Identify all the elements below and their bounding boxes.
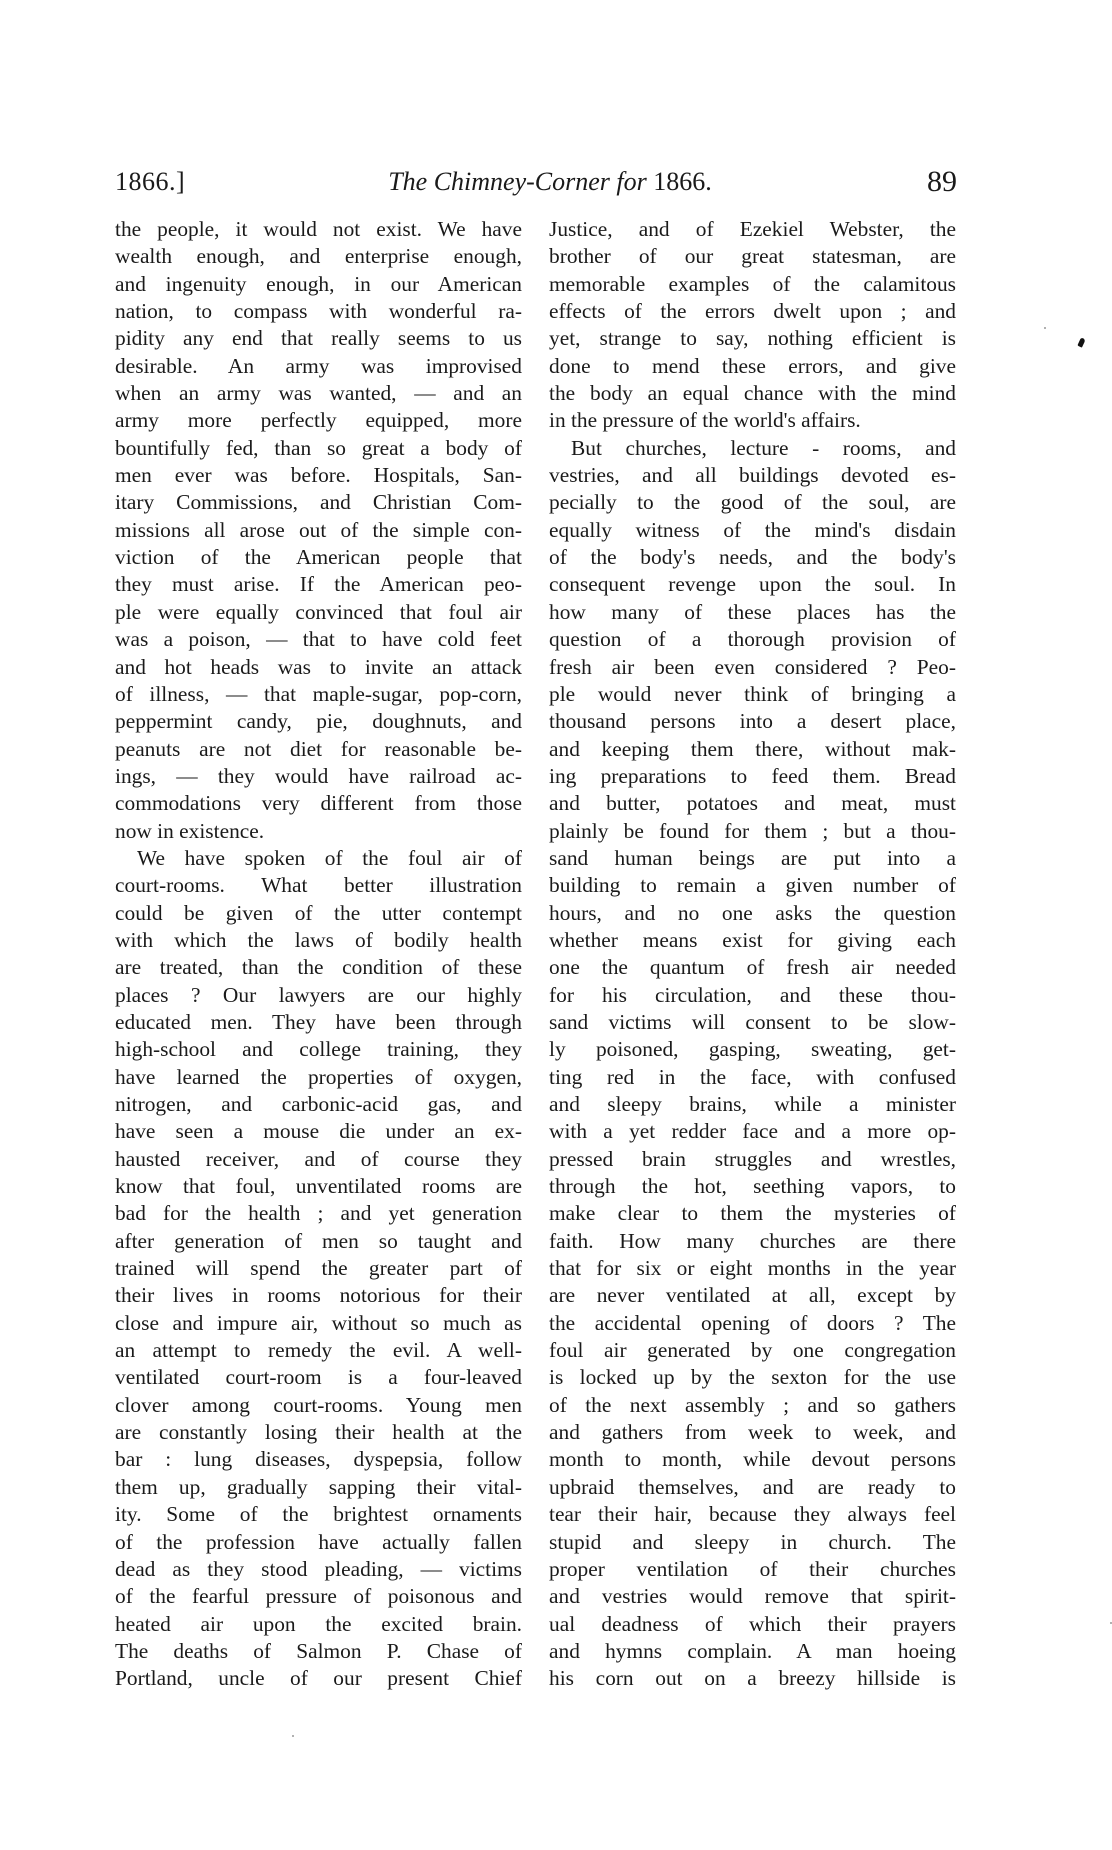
text-line: through the hot, seething vapors, to — [549, 1174, 956, 1199]
text-line: Portland, uncle of our present Chief — [115, 1666, 522, 1691]
text-line: with a yet redder face and a more op- — [549, 1119, 956, 1144]
text-line: ple were equally convinced that foul air — [115, 599, 522, 624]
text-line: trained will spend the greater part of — [115, 1256, 522, 1281]
text-line: and gathers from week to week, and — [549, 1420, 956, 1445]
text-line: their lives in rooms notorious for their — [115, 1283, 522, 1308]
text-line: memorable examples of the calamitous — [549, 271, 956, 296]
running-header-date: 1866.] — [115, 167, 186, 196]
text-line: ity. Some of the brightest ornaments — [115, 1502, 522, 1527]
text-line: effects of the errors dwelt upon ; and — [549, 299, 956, 324]
text-line: of the body's needs, and the body's — [549, 545, 956, 570]
text-line: nation, to compass with wonderful ra- — [115, 299, 522, 324]
text-line: foul air generated by one congregation — [549, 1338, 956, 1363]
text-line: are never ventilated at all, except by — [549, 1283, 956, 1308]
text-line: now in existence. — [115, 818, 265, 843]
text-line: know that foul, unventilated rooms are — [115, 1174, 522, 1199]
text-line: educated men. They have been through — [115, 1009, 522, 1034]
text-line: the accidental opening of doors ? The — [549, 1310, 956, 1335]
text-line: and keeping them there, without mak- — [549, 736, 956, 761]
text-line: and sleepy brains, while a minister — [549, 1092, 956, 1116]
text-line: building to remain a given number of — [549, 873, 956, 898]
text-line: peanuts are not diet for reasonable be- — [115, 736, 522, 761]
text-line: viction of the American people that — [115, 545, 522, 570]
text-line: high-school and college training, they — [115, 1037, 522, 1062]
text-line: men ever was before. Hospitals, San- — [115, 463, 522, 488]
text-line: of illness, — that maple-sugar, pop-corn, — [115, 681, 522, 706]
text-line: the people, it would not exist. We have — [115, 217, 522, 241]
text-line: hours, and no one asks the question — [549, 900, 956, 925]
text-line: how many of these places has the — [549, 599, 956, 624]
text-line: brother of our great statesman, are — [549, 244, 956, 269]
text-line: peppermint candy, pie, doughnuts, and — [115, 709, 522, 734]
text-line: ings, — they would have railroad ac- — [115, 763, 522, 788]
text-line: when an army was wanted, — and an — [115, 381, 522, 406]
text-line: clover among court-rooms. Young men — [115, 1392, 522, 1417]
text-line: after generation of men so taught and — [115, 1228, 522, 1253]
text-line: stupid and sleepy in church. The — [549, 1529, 956, 1554]
text-line: ly poisoned, gasping, sweating, get- — [549, 1037, 956, 1062]
text-line: desirable. An army was improvised — [115, 353, 522, 378]
text-line: pressed brain struggles and wrestles, — [549, 1146, 956, 1171]
text-line: We have spoken of the foul air of — [137, 845, 522, 870]
text-line: make clear to them the mysteries of — [549, 1201, 956, 1226]
text-line: of the profession have actually fallen — [115, 1529, 522, 1554]
text-line: bad for the health ; and yet generation — [115, 1201, 522, 1226]
text-line: ing preparations to feed them. Bread — [549, 763, 956, 788]
text-line: in the pressure of the world's affairs. — [549, 408, 861, 433]
text-line: that for six or eight months in the year — [549, 1256, 956, 1281]
text-line: and vestries would remove that spirit- — [549, 1584, 956, 1609]
text-line: of the next assembly ; and so gathers — [549, 1392, 956, 1417]
text-line: his corn out on a breezy hillside is — [549, 1666, 956, 1691]
text-line: ventilated court-room is a four-leaved — [115, 1365, 522, 1390]
text-line: proper ventilation of their churches — [549, 1556, 956, 1581]
margin-speck — [292, 1735, 294, 1737]
text-line: fresh air been even considered ? Peo- — [549, 654, 956, 679]
text-line: are constantly losing their health at the — [115, 1420, 522, 1445]
right-text-column — [549, 216, 956, 1693]
text-line: But churches, lecture - rooms, and — [571, 435, 956, 460]
text-line: equally witness of the mind's disdain — [549, 517, 956, 542]
text-line: heated air upon the excited brain. — [115, 1611, 522, 1636]
text-line: one the quantum of fresh air needed — [549, 955, 956, 980]
text-line: consequent revenge upon the soul. In — [549, 572, 956, 597]
text-line: an attempt to remedy the evil. A well- — [115, 1338, 522, 1363]
text-line: thousand persons into a desert place, — [549, 709, 956, 734]
text-line: ting red in the face, with confused — [549, 1064, 956, 1089]
left-text-column — [115, 216, 522, 1693]
text-line: nitrogen, and carbonic-acid gas, and — [115, 1092, 522, 1116]
page-number: 89 — [927, 165, 957, 198]
text-line: upbraid themselves, and are ready to — [549, 1474, 956, 1499]
text-line: court-rooms. What better illustration — [115, 873, 522, 898]
text-line: with which the laws of bodily health — [115, 927, 522, 952]
text-line: plainly be found for them ; but a thou- — [549, 818, 956, 843]
text-line: hausted receiver, and of course they — [115, 1146, 522, 1171]
text-line: bountifully fed, than so great a body of — [115, 435, 522, 460]
text-line: pecially to the good of the soul, are — [549, 490, 956, 515]
text-line: of the fearful pressure of poisonous and — [115, 1584, 522, 1609]
text-line: done to mend these errors, and give — [549, 353, 956, 378]
text-line: missions all arose out of the simple con- — [115, 517, 522, 542]
text-line: sand victims will consent to be slow- — [549, 1009, 956, 1034]
text-line: for his circulation, and these thou- — [549, 982, 956, 1007]
text-line: army more perfectly equipped, more — [115, 408, 522, 433]
text-line: the body an equal chance with the mind — [549, 381, 956, 406]
text-line: was a poison, — that to have cold feet — [115, 627, 522, 652]
text-line: ual deadness of which their prayers — [549, 1611, 956, 1636]
text-line: is locked up by the sexton for the use — [549, 1365, 956, 1390]
text-line: and butter, potatoes and meat, must — [549, 791, 956, 816]
margin-speck — [1044, 327, 1046, 329]
text-line: have seen a mouse die under an ex- — [115, 1119, 522, 1144]
running-header-title-italic: The Chimney-Corner for — [388, 167, 647, 196]
text-line: could be given of the utter contempt — [115, 900, 522, 925]
text-line: close and impure air, without so much as — [115, 1310, 522, 1335]
stray-ink-mark — [1077, 337, 1085, 347]
text-line: vestries, and all buildings devoted es- — [549, 463, 956, 488]
text-line: places ? Our lawyers are our highly — [115, 982, 522, 1007]
running-header-title — [115, 164, 957, 200]
text-line: The deaths of Salmon P. Chase of — [115, 1638, 522, 1663]
text-line: bar : lung diseases, dyspepsia, follow — [115, 1447, 522, 1472]
text-line: them up, gradually sapping their vital- — [115, 1474, 522, 1499]
text-line: commodations very different from those — [115, 791, 522, 816]
running-header — [115, 164, 957, 200]
text-line: wealth enough, and enterprise enough, — [115, 244, 522, 269]
text-line: and hymns complain. A man hoeing — [549, 1638, 956, 1663]
text-line: itary Commissions, and Christian Com- — [115, 490, 522, 515]
text-line: and ingenuity enough, in our American — [115, 271, 522, 296]
text-line: month to month, while devout persons — [549, 1447, 956, 1472]
text-line: tear their hair, because they always feel — [549, 1502, 956, 1527]
text-line: have learned the properties of oxygen, — [115, 1064, 522, 1089]
text-line: dead as they stood pleading, — victims — [115, 1556, 522, 1581]
text-line: they must arise. If the American peo- — [115, 572, 522, 597]
running-header-title-year: 1866. — [646, 167, 712, 196]
text-line: are treated, than the condition of these — [115, 955, 522, 980]
text-line: and hot heads was to invite an attack — [115, 654, 522, 679]
text-line: question of a thorough provision of — [549, 627, 956, 652]
text-line: pidity any end that really seems to us — [115, 326, 522, 351]
text-line: Justice, and of Ezekiel Webster, the — [549, 217, 956, 241]
text-line: ple would never think of bringing a — [549, 681, 956, 706]
text-line: yet, strange to say, nothing efficient is — [549, 326, 956, 351]
text-line: whether means exist for giving each — [549, 927, 956, 952]
text-line: sand human beings are put into a — [549, 845, 956, 870]
text-line: faith. How many churches are there — [549, 1228, 956, 1253]
